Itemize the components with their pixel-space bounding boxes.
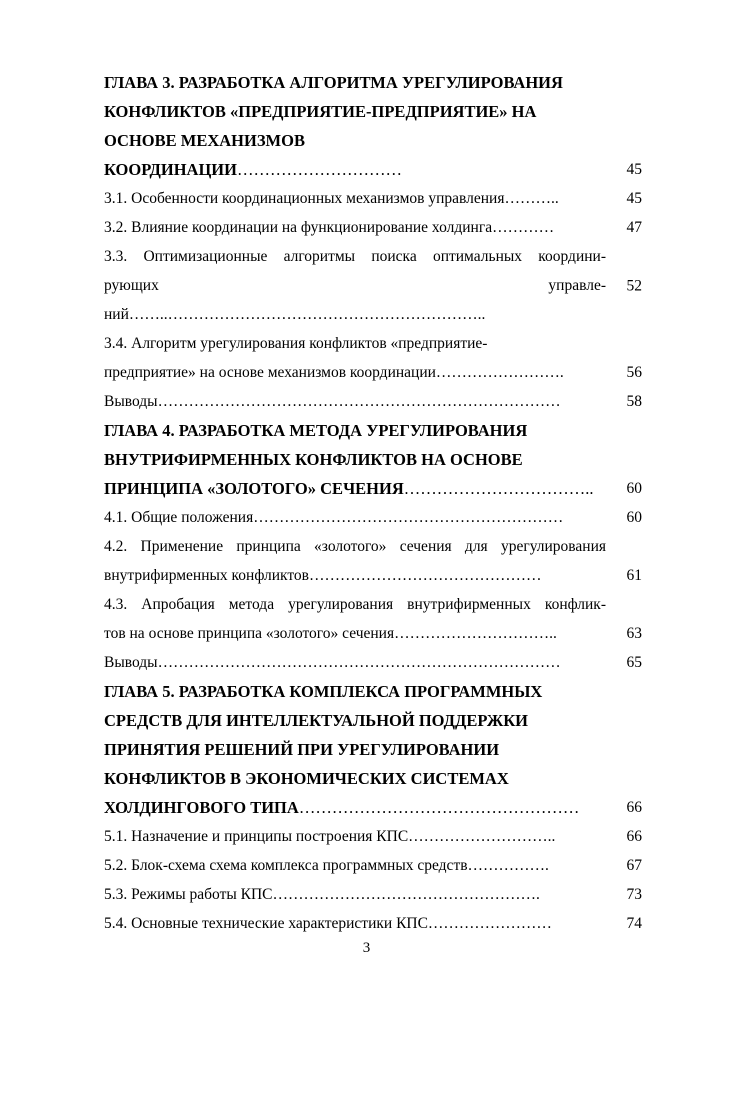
toc-page-number: 60: [626, 509, 642, 526]
toc-page-number: 67: [626, 857, 642, 874]
toc-chapter-5-line-4: КОНФЛИКТОВ В ЭКОНОМИЧЕСКИХ СИСТЕМАХ: [104, 769, 509, 788]
toc-entry-5-1: [104, 822, 642, 851]
toc-page-number: 66: [626, 799, 642, 816]
toc-entry-4-3: [104, 590, 642, 648]
toc-chapter-4-leader: ……………………………..: [403, 479, 594, 498]
toc-chapter-4-line-1: ГЛАВА 4. РАЗРАБОТКА МЕТОДА УРЕГУЛИРОВАНИЯ: [104, 421, 528, 440]
toc-chapter-5-line-2: СРЕДСТВ ДЛЯ ИНТЕЛЛЕКТУАЛЬНОЙ ПОДДЕРЖКИ: [104, 711, 528, 730]
table-of-contents: [104, 68, 642, 938]
toc-chapter-3-line-1: ГЛАВА 3. РАЗРАБОТКА АЛГОРИТМА УРЕГУЛИРОВАНИЯ: [104, 73, 563, 92]
toc-entry-text-line-2: рующих управле-: [104, 277, 606, 294]
toc-entry-text: 5.4. Основные технические характеристики КПС……………………: [104, 915, 552, 932]
toc-entry-text: 4.1. Общие положения……………………………………………………: [104, 509, 564, 526]
toc-entry-4-1: [104, 503, 642, 532]
toc-page-number: 63: [626, 625, 642, 642]
toc-chapter-4: [104, 416, 642, 503]
toc-chapter-3-line-3: ОСНОВЕ МЕХАНИЗМОВ КООРДИНАЦИИ: [104, 131, 305, 179]
toc-entry-5-3: [104, 880, 642, 909]
toc-entry-5-4: [104, 909, 642, 938]
toc-page-number: 47: [626, 219, 642, 236]
toc-chapter-4-line-3: ПРИНЦИПА «ЗОЛОТОГО» СЕЧЕНИЯ: [104, 479, 404, 498]
toc-page-number: 60: [626, 480, 642, 497]
toc-entry-text-line-1: 4.2. Применение принципа «золотого» сечения для урегулирования: [104, 538, 606, 555]
toc-entry-text: Выводы……………………………………………………………………: [104, 393, 561, 410]
toc-entry-5-2: [104, 851, 642, 880]
toc-entry-conclusions-4: [104, 648, 642, 677]
toc-page-number: 61: [626, 567, 642, 584]
toc-chapter-3: [104, 68, 642, 184]
toc-entry-text: 5.2. Блок-схема схема комплекса программных средств…………….: [104, 857, 549, 874]
toc-chapter-5-line-1: ГЛАВА 5. РАЗРАБОТКА КОМПЛЕКСА ПРОГРАММНЫХ: [104, 682, 543, 701]
toc-entry-text-line-2: тов на основе принципа «золотого» сечения…………………………..: [104, 625, 557, 642]
toc-entry-text: 3.1. Особенности координационных механизмов управления………..: [104, 190, 559, 207]
toc-chapter-4-line-2: ВНУТРИФИРМЕННЫХ КОНФЛИКТОВ НА ОСНОВЕ: [104, 450, 523, 469]
toc-entry-3-1: [104, 184, 642, 213]
toc-page-number: 58: [626, 393, 642, 410]
toc-page-number: 73: [626, 886, 642, 903]
toc-entry-4-2: [104, 532, 642, 590]
toc-page-number: 52: [626, 277, 642, 294]
toc-chapter-3-leader: …………………………: [236, 160, 402, 179]
toc-entry-text: 5.1. Назначение и принципы построения КПС………………………..: [104, 828, 556, 845]
toc-page-number: 45: [626, 161, 642, 178]
toc-chapter-5-leader: ……………………………………………: [298, 798, 580, 817]
toc-entry-text-line-2: внутрифирменных конфликтов………………………………………: [104, 567, 542, 584]
toc-entry-text-line-1: 3.3. Оптимизационные алгоритмы поиска оптимальных координи-: [104, 248, 606, 265]
toc-page-number: 65: [626, 654, 642, 671]
toc-entry-text-line-1: 4.3. Апробация метода урегулирования внутрифирменных конфлик-: [104, 596, 606, 613]
toc-page-number: 74: [626, 915, 642, 932]
toc-entry-text: Выводы……………………………………………………………………: [104, 654, 561, 671]
toc-chapter-5-line-3: ПРИНЯТИЯ РЕШЕНИЙ ПРИ УРЕГУЛИРОВАНИИ: [104, 740, 500, 759]
toc-entry-3-2: [104, 213, 642, 242]
toc-entry-text-line-3: ний……..……………………………………………………..: [104, 306, 486, 323]
toc-entry-text: 5.3. Режимы работы КПС…………………………………………….: [104, 886, 540, 903]
toc-entry-3-4: [104, 329, 642, 387]
toc-page-number: 56: [626, 364, 642, 381]
page-number: 3: [362, 940, 371, 956]
toc-entry-3-3: [104, 242, 642, 329]
toc-entry-text-line-1: 3.4. Алгоритм урегулирования конфликтов «предприятие-: [104, 335, 488, 352]
toc-chapter-5-line-5: ХОЛДИНГОВОГО ТИПА: [104, 798, 299, 817]
toc-entry-text-line-2: предприятие» на основе механизмов координации…………………….: [104, 364, 564, 381]
toc-page-number: 45: [626, 190, 642, 207]
toc-chapter-5: [104, 677, 642, 822]
toc-entry-text: 3.2. Влияние координации на функционирование холдинга…………: [104, 219, 555, 236]
toc-page-number: 66: [626, 828, 642, 845]
toc-chapter-3-line-2: КОНФЛИКТОВ «ПРЕДПРИЯТИЕ-ПРЕДПРИЯТИЕ» НА: [104, 102, 537, 121]
toc-entry-conclusions-3: [104, 387, 642, 416]
